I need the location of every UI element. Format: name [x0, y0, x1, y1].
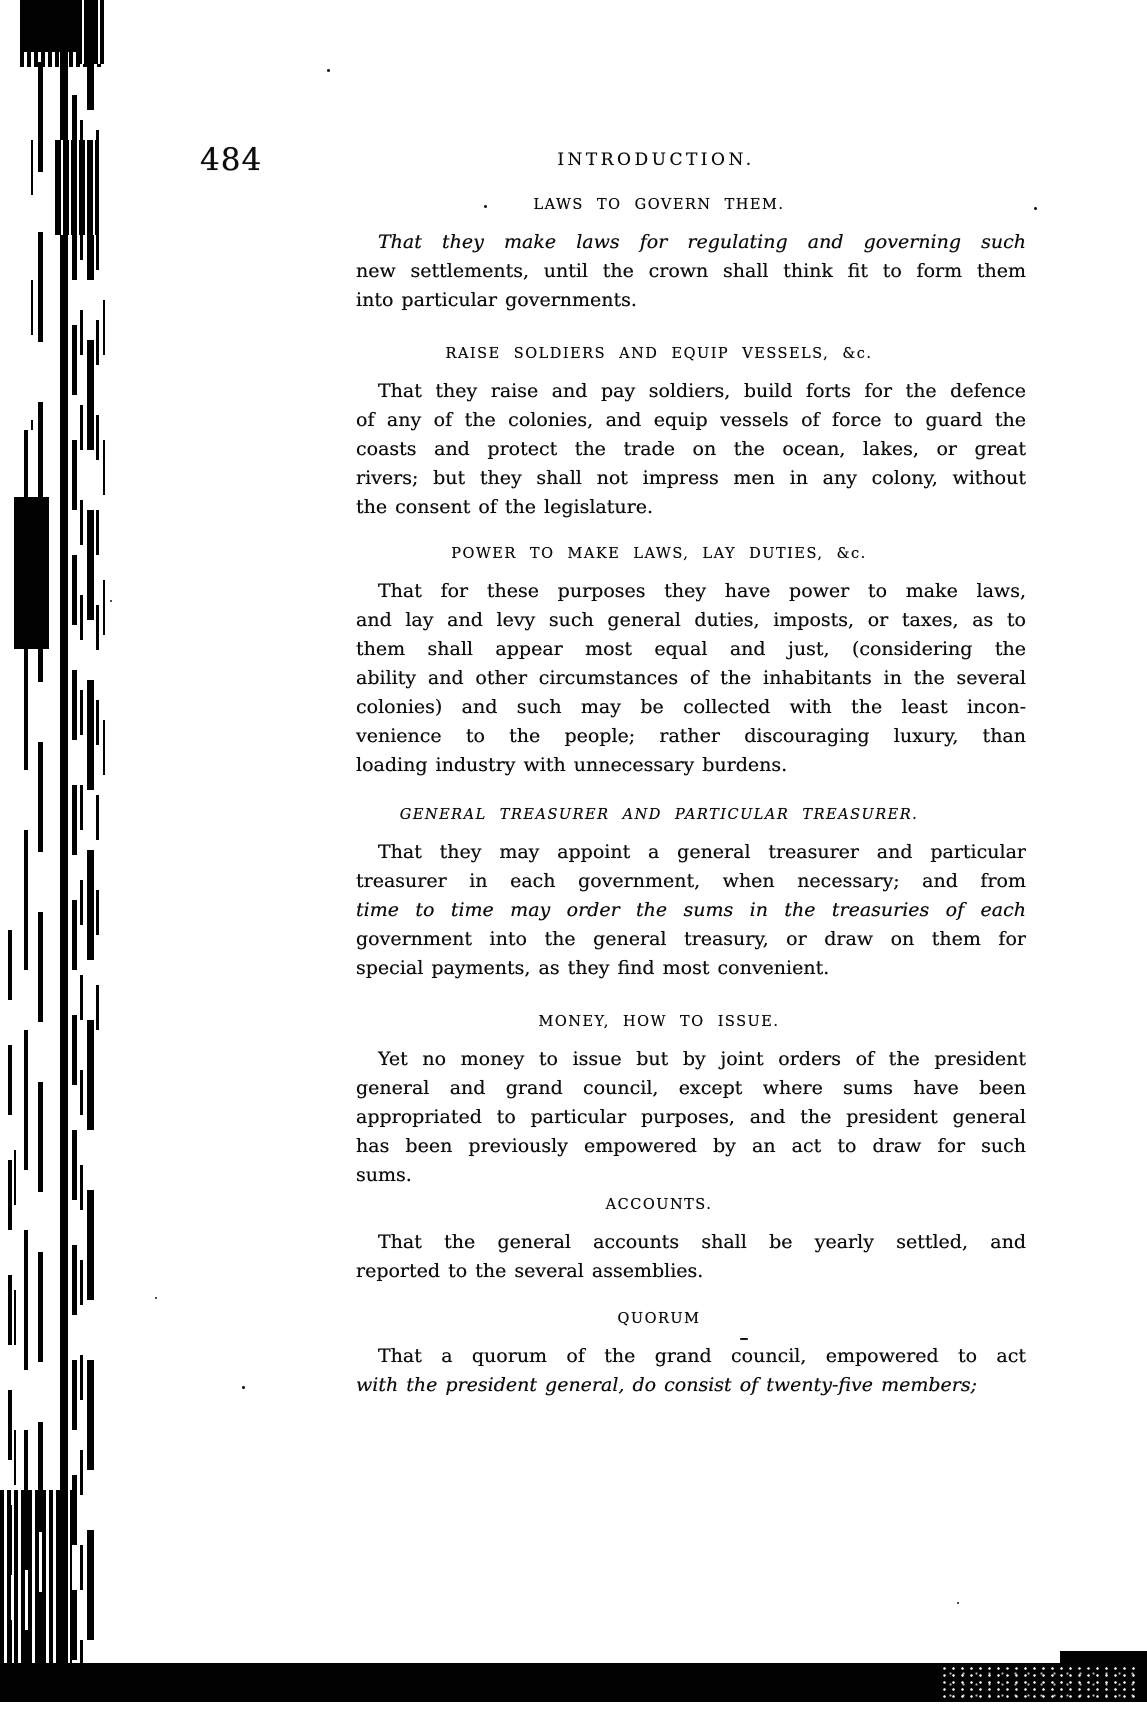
section-7	[356, 1310, 1026, 1400]
page-number: 484	[200, 142, 263, 178]
scan-speck	[957, 1602, 959, 1604]
section-4	[356, 806, 1026, 983]
text-line: That a quorum of the grand council, empowered to act	[378, 1345, 1026, 1367]
running-head: INTRODUCTION.	[557, 150, 755, 170]
text-line: loading industry with unnecessary burdens.	[356, 754, 788, 776]
scan-speck	[242, 1386, 245, 1389]
text-line: them shall appear most equal and just, (considering the	[356, 638, 1026, 660]
section-3	[356, 545, 1026, 780]
text-line: colonies) and such may be collected with the least incon-	[356, 696, 1026, 718]
paragraph	[356, 228, 1026, 315]
paragraph	[356, 838, 1026, 983]
text-line: and lay and levy such general duties, imposts, or taxes, as to	[356, 609, 1026, 631]
text-line: ability and other circumstances of the inhabitants in the several	[356, 667, 1026, 689]
section-2	[356, 345, 1026, 522]
text-line: with the president general, do consist of twenty-five members;	[356, 1374, 977, 1396]
text-line: coasts and protect the trade on the ocean, lakes, or great	[356, 438, 1026, 460]
paragraph	[356, 1228, 1026, 1286]
text-line: reported to the several assemblies.	[356, 1260, 704, 1282]
section-heading: MONEY, HOW TO ISSUE.	[538, 1014, 780, 1030]
paragraph	[356, 577, 1026, 780]
text-line: sums.	[356, 1164, 412, 1186]
scan-artifact-cluster	[55, 140, 99, 235]
section-heading: POWER TO MAKE LAWS, LAY DUTIES, &c.	[451, 546, 867, 562]
section-6	[356, 1196, 1026, 1286]
text-line: has been previously empowered by an act to draw for such	[356, 1135, 1026, 1157]
text-line: That they raise and pay soldiers, build forts for the defence	[378, 380, 1026, 402]
text-line: Yet no money to issue but by joint orders of the president	[378, 1048, 1026, 1070]
scan-artifact-bar	[72, 95, 77, 1663]
section-1	[356, 196, 1026, 315]
scan-artifact-bar	[103, 300, 105, 820]
scan-artifact-bar	[31, 140, 33, 430]
text-line: into particular governments.	[356, 289, 637, 311]
section-heading: RAISE SOLDIERS AND EQUIP VESSELS, &c.	[445, 346, 873, 362]
text-line: general and grand council, except where sums have been	[356, 1077, 1026, 1099]
scan-artifact-bar	[60, 52, 68, 1663]
section-heading: LAWS TO GOVERN THEM.	[533, 197, 785, 213]
scan-speck	[155, 1297, 157, 1299]
text-line: of any of the colonies, and equip vessels of force to guard the	[356, 409, 1026, 431]
paragraph	[356, 377, 1026, 522]
text-line: That they may appoint a general treasurer and particular	[378, 841, 1026, 863]
text-line: That they make laws for regulating and governing such	[378, 231, 1026, 253]
scan-speck	[110, 600, 112, 602]
scan-speck	[327, 69, 330, 72]
scan-artifact-texture	[940, 1665, 1135, 1701]
scan-artifact-bar	[80, 120, 83, 1663]
scan-artifact-bottom-wedge	[1060, 1651, 1147, 1665]
text-line: the consent of the legislature.	[356, 496, 653, 518]
scan-speck-dash	[740, 1338, 748, 1340]
paragraph	[356, 1342, 1026, 1400]
paragraph	[356, 1045, 1026, 1190]
scan-artifact-cluster	[0, 1490, 72, 1665]
text-line: government into the general treasury, or draw on them for	[356, 928, 1026, 950]
text-line: new settlements, until the crown shall think fit to form them	[356, 260, 1026, 282]
text-line: That for these purposes they have power to make laws,	[378, 580, 1026, 602]
section-heading: QUORUM	[617, 1311, 701, 1327]
scan-speck	[484, 205, 487, 208]
text-line: That the general accounts shall be yearly settled, and	[378, 1231, 1026, 1253]
text-column	[356, 0, 1026, 1500]
text-line: treasurer in each government, when necessary; and from	[356, 870, 1026, 892]
text-line: appropriated to particular purposes, and the president general	[356, 1106, 1026, 1128]
section-heading: ACCOUNTS.	[605, 1197, 713, 1213]
text-line: time to time may order the sums in the treasuries of each	[356, 899, 1026, 921]
text-line: special payments, as they find most convenient.	[356, 957, 830, 979]
section-5	[356, 1013, 1026, 1190]
scan-artifact-bar	[38, 62, 43, 1663]
section-heading: GENERAL TREASURER AND PARTICULAR TREASURER.	[399, 807, 919, 823]
scan-speck	[1034, 207, 1037, 210]
text-line: venience to the people; rather discouraging luxury, than	[356, 725, 1026, 747]
scan-artifact-block	[14, 497, 49, 649]
scan-artifact-bar	[96, 130, 99, 1030]
text-line: rivers; but they shall not impress men in any colony, without	[356, 467, 1026, 489]
scan-artifact-bar	[87, 0, 94, 1663]
